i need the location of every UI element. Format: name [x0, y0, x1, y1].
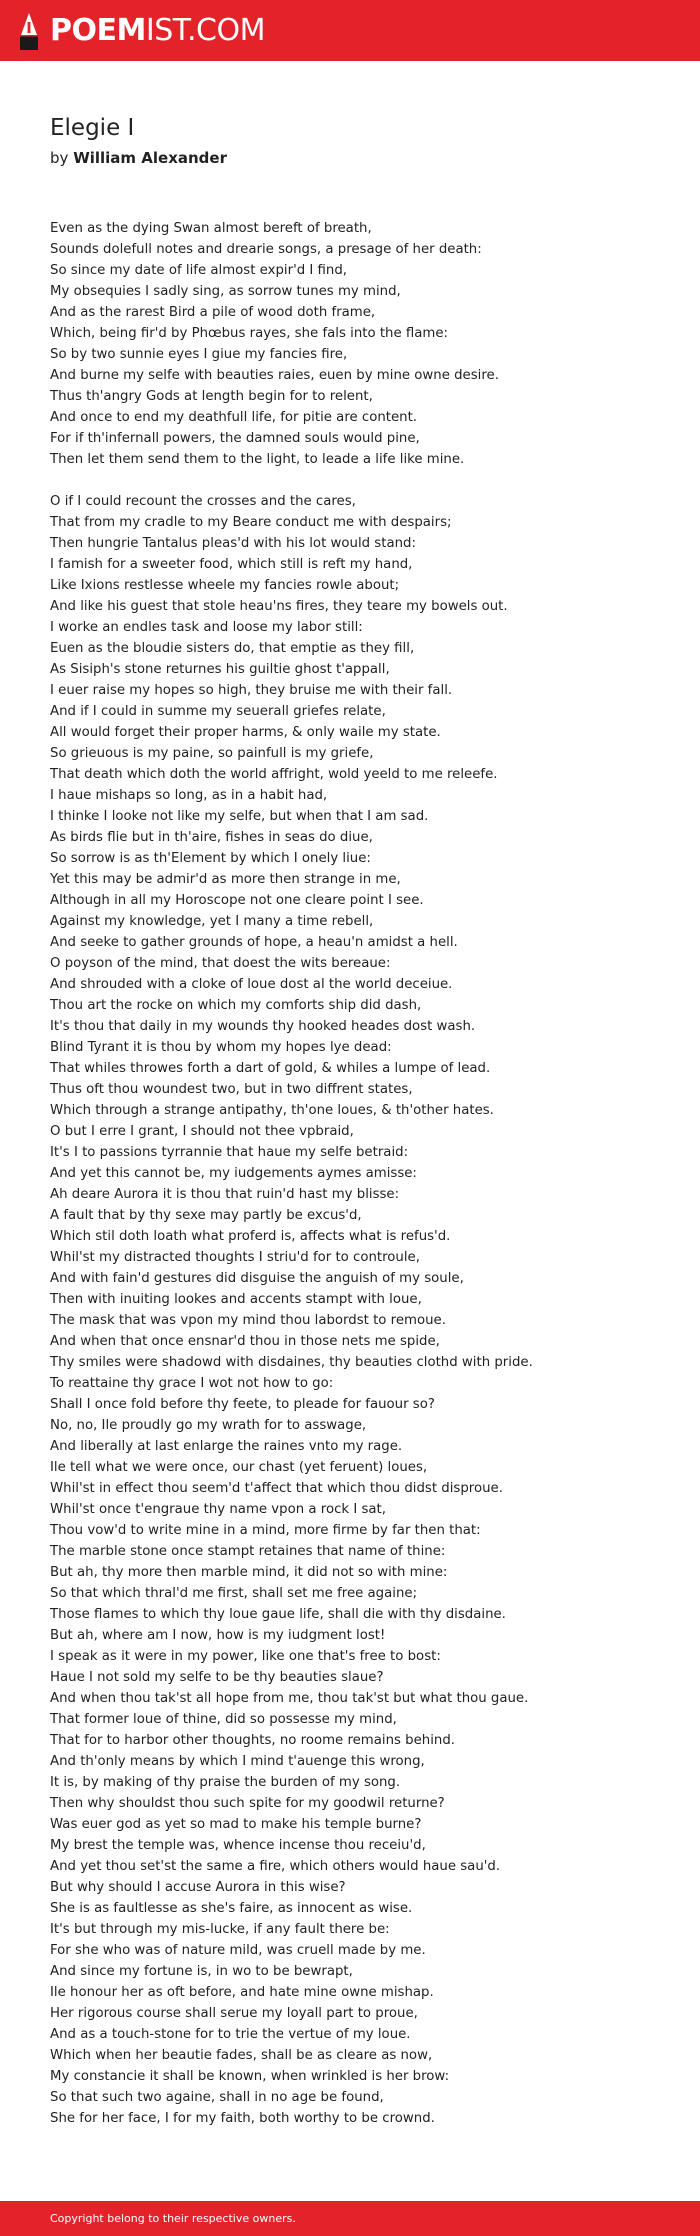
stanza: [50, 218, 670, 470]
poem-line: But ah, where am I now, how is my iudgment lost!: [50, 1628, 386, 1643]
poem-line: Like Ixions restlesse wheele my fancies rowle about;: [50, 578, 400, 593]
poem-line: That for to harbor other thoughts, no roome remains behind.: [50, 1733, 456, 1748]
poem-line: To reattaine thy grace I wot not how to go:: [50, 1376, 334, 1391]
poem-line: And yet this cannot be, my iudgements aymes amisse:: [50, 1166, 417, 1181]
copyright-text: Copyright belong to their respective owners.: [50, 2212, 296, 2225]
poem-line: It's but through my mis-lucke, if any fault there be:: [50, 1922, 390, 1937]
poem-line: The mask that was vpon my mind thou labordst to remoue.: [50, 1313, 446, 1328]
poem-line: So that such two againe, shall in no age be found,: [50, 2090, 384, 2105]
poem-line: Those flames to which thy loue gaue life, shall die with thy disdaine.: [50, 1607, 506, 1622]
poem-line: That whiles throwes forth a dart of gold, & whiles a lumpe of lead.: [50, 1061, 491, 1076]
poem-line: Then let them send them to the light, to leade a life like mine.: [50, 452, 465, 467]
poem-line: Whil'st in effect thou seem'd t'affect that which thou didst disproue.: [50, 1481, 503, 1496]
poem-line: Then with inuiting lookes and accents stampt with loue,: [50, 1292, 422, 1307]
poem-line: O but I erre I grant, I should not thee vpbraid,: [50, 1124, 354, 1139]
poem-line: I thinke I looke not like my selfe, but when that I am sad.: [50, 809, 429, 824]
poem-line: So that which thral'd me first, shall set me free againe;: [50, 1586, 418, 1601]
poem-line: And with fain'd gestures did disguise the anguish of my soule,: [50, 1271, 464, 1286]
poem-line: My constancie it shall be known, when wrinkled is her brow:: [50, 2069, 450, 2084]
poem-line: Ah deare Aurora it is thou that ruin'd hast my blisse:: [50, 1187, 400, 1202]
poem-line: Thy smiles were shadowd with disdaines, thy beauties clothd with pride.: [50, 1355, 533, 1370]
poem-line: For if th'infernall powers, the damned souls would pine,: [50, 431, 420, 446]
poem-line: Blind Tyrant it is thou by whom my hopes lye dead:: [50, 1040, 392, 1055]
poem-line: I famish for a sweeter food, which still is reft my hand,: [50, 557, 413, 572]
poem-line: Thou art the rocke on which my comforts ship did dash,: [50, 998, 422, 1013]
poem-line: My brest the temple was, whence incense thou receiu'd,: [50, 1838, 426, 1853]
poem-line: It's I to passions tyrrannie that haue my selfe betraid:: [50, 1145, 409, 1160]
poem-line: It is, by making of thy praise the burden of my song.: [50, 1775, 401, 1790]
poem-line: That former loue of thine, did so possesse my mind,: [50, 1712, 397, 1727]
poem-line: But why should I accuse Aurora in this wise?: [50, 1880, 346, 1895]
pen-nib-icon[interactable]: [19, 13, 39, 50]
site-footer: [0, 2201, 700, 2236]
poem-line: So sorrow is as th'Element by which I onely liue:: [50, 851, 371, 866]
poem-line: Her rigorous course shall serue my loyall part to proue,: [50, 2006, 418, 2021]
poem-line: O poyson of the mind, that doest the wits bereaue:: [50, 956, 391, 971]
poem-line: And if I could in summe my seuerall griefes relate,: [50, 704, 386, 719]
poem-line: Haue I not sold my selfe to be thy beauties slaue?: [50, 1670, 384, 1685]
poem-line: Although in all my Horoscope not one cleare point I see.: [50, 893, 424, 908]
poem-line: Whil'st once t'engraue thy name vpon a rock I sat,: [50, 1502, 386, 1517]
poem-line: Against my knowledge, yet I many a time rebell,: [50, 914, 374, 929]
poem-line: Which through a strange antipathy, th'one loues, & th'other hates.: [50, 1103, 494, 1118]
poem-line: And as the rarest Bird a pile of wood doth frame,: [50, 305, 376, 320]
poem-line: Ile tell what we were once, our chast (yet feruent) loues,: [50, 1460, 428, 1475]
poem-body: [50, 218, 670, 2150]
poem-line: So by two sunnie eyes I giue my fancies fire,: [50, 347, 348, 362]
poem-line: That death which doth the world affright, wold yeeld to me releefe.: [50, 767, 498, 782]
poem-title: Elegie I: [50, 115, 135, 141]
poem-line: All would forget their proper harms, & only waile my state.: [50, 725, 441, 740]
poem-line: But ah, thy more then marble mind, it did not so with mine:: [50, 1565, 448, 1580]
stanza: [50, 491, 670, 2129]
site-header: [0, 0, 700, 61]
poem-line: Sounds dolefull notes and drearie songs, a presage of her death:: [50, 242, 482, 257]
poem-line: Was euer god as yet so mad to make his temple burne?: [50, 1817, 422, 1832]
poem-line: She for her face, I for my faith, both worthy to be crownd.: [50, 2111, 435, 2126]
poem-line: Which when her beautie fades, shall be as cleare as now,: [50, 2048, 433, 2063]
byline: [50, 149, 227, 167]
poem-line: And shrouded with a cloke of loue dost al the world deceiue.: [50, 977, 453, 992]
poem-line: And seeke to gather grounds of hope, a heau'n amidst a hell.: [50, 935, 458, 950]
poem-line: Whil'st my distracted thoughts I striu'd for to controule,: [50, 1250, 420, 1265]
poem-line: That from my cradle to my Beare conduct me with despairs;: [50, 515, 452, 530]
site-logo[interactable]: [50, 13, 265, 49]
poem-line: No, no, Ile proudly go my wrath for to asswage,: [50, 1418, 367, 1433]
poem-line: I haue mishaps so long, as in a habit had,: [50, 788, 328, 803]
poem-line: O if I could recount the crosses and the cares,: [50, 494, 356, 509]
poem-line: My obsequies I sadly sing, as sorrow tunes my mind,: [50, 284, 401, 299]
poem-line: So grieuous is my paine, so painfull is my griefe,: [50, 746, 374, 761]
poem-line: For she who was of nature mild, was cruell made by me.: [50, 1943, 426, 1958]
poem-line: I worke an endles task and loose my labor still:: [50, 620, 363, 635]
poem-line: And since my fortune is, in wo to be bewrapt,: [50, 1964, 353, 1979]
poem-line: Ile honour her as oft before, and hate mine owne mishap.: [50, 1985, 434, 2000]
poem-line: Euen as the bloudie sisters do, that emptie as they fill,: [50, 641, 415, 656]
poem-line: And yet thou set'st the same a fire, which others would haue sau'd.: [50, 1859, 501, 1874]
poem-line: Thus oft thou woundest two, but in two diffrent states,: [50, 1082, 413, 1097]
brand-name-bold: POEM: [50, 13, 146, 48]
poem-line: And when that once ensnar'd thou in those nets me spide,: [50, 1334, 440, 1349]
poem-line: Thus th'angry Gods at length begin for to relent,: [50, 389, 373, 404]
poem-line: And once to end my deathfull life, for pitie are content.: [50, 410, 418, 425]
by-label: by: [50, 149, 69, 167]
poem-line: And when thou tak'st all hope from me, thou tak'st but what thou gaue.: [50, 1691, 529, 1706]
poem-line: And liberally at last enlarge the raines vnto my rage.: [50, 1439, 403, 1454]
poem-line: Shall I once fold before thy feete, to pleade for fauour so?: [50, 1397, 435, 1412]
poem-line: And like his guest that stole heau'ns fires, they teare my bowels out.: [50, 599, 508, 614]
poem-line: I euer raise my hopes so high, they bruise me with their fall.: [50, 683, 453, 698]
poem-line: She is as faultlesse as she's faire, as innocent as wise.: [50, 1901, 413, 1916]
author-name[interactable]: William Alexander: [73, 149, 227, 167]
poem-line: Then why shouldst thou such spite for my goodwil returne?: [50, 1796, 445, 1811]
poem-line: I speak as it were in my power, like one that's free to bost:: [50, 1649, 441, 1664]
poem-line: It's thou that daily in my wounds thy hooked heades dost wash.: [50, 1019, 476, 1034]
poem-line: The marble stone once stampt retaines that name of thine:: [50, 1544, 446, 1559]
poem-line: And th'only means by which I mind t'auenge this wrong,: [50, 1754, 425, 1769]
poem-line: As Sisiph's stone returnes his guiltie ghost t'appall,: [50, 662, 390, 677]
poem-line: Which stil doth loath what proferd is, affects what is refus'd.: [50, 1229, 451, 1244]
poem-line: As birds flie but in th'aire, fishes in seas do diue,: [50, 830, 373, 845]
brand-name-light: IST.COM: [145, 13, 265, 48]
poem-line: Which, being fir'd by Phœbus rayes, she fals into the flame:: [50, 326, 449, 341]
poem-line: A fault that by thy sexe may partly be excus'd,: [50, 1208, 362, 1223]
poem-line: And as a touch-stone for to trie the vertue of my loue.: [50, 2027, 411, 2042]
poem-line: Yet this may be admir'd as more then strange in me,: [50, 872, 401, 887]
poem-line: Thou vow'd to write mine in a mind, more firme by far then that:: [50, 1523, 481, 1538]
poem-line: Even as the dying Swan almost bereft of breath,: [50, 221, 372, 236]
poem-line: So since my date of life almost expir'd I find,: [50, 263, 348, 278]
poem-line: Then hungrie Tantalus pleas'd with his lot would stand:: [50, 536, 416, 551]
poem-line: And burne my selfe with beauties raies, euen by mine owne desire.: [50, 368, 499, 383]
